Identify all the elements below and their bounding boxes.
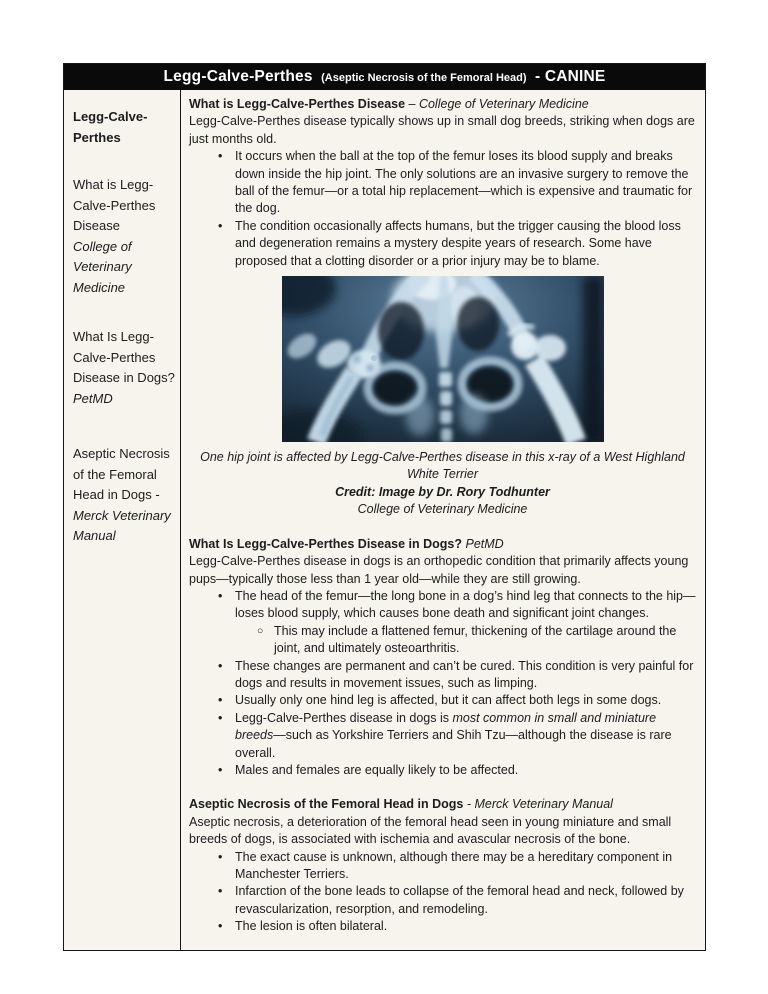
section-merck (189, 796, 696, 935)
section-petmd (189, 536, 696, 780)
bullet-text-pre: Legg-Calve-Perthes disease in dogs is (235, 710, 453, 725)
sidebar-item-source: College of Veterinary Medicine (73, 238, 132, 295)
bullet-dot-icon: • (218, 849, 223, 864)
section-college-vet-med (189, 96, 696, 519)
sidebar-item-what-is-lcp (73, 175, 175, 298)
bullet-dot-icon: • (218, 588, 223, 603)
bullet-text: Usually only one hind leg is affected, but it can affect both legs in some dogs. (235, 693, 662, 708)
sidebar-item-title: What Is Legg-Calve-Perthes Disease in Dogs? (73, 329, 175, 385)
bullet-dot-icon: • (218, 919, 223, 934)
sidebar-item-legg-calve-perthes (73, 107, 175, 148)
bullet-dot-icon: • (218, 218, 223, 233)
section-heading (189, 536, 696, 553)
section-heading-text: What is Legg-Calve-Perthes Disease (189, 97, 406, 111)
heading-separator: - (463, 797, 475, 812)
bullet-item (189, 148, 696, 218)
bullet-item (189, 692, 696, 709)
section-heading (189, 96, 696, 113)
bullet-text: This may include a flattened femur, thickening of the cartilage around the joint, and ultimately osteoarthritis. (274, 623, 677, 656)
doc-title-subtitle: (Aseptic Necrosis of the Femoral Head) (321, 72, 527, 84)
bullet-dot-icon: • (218, 149, 223, 164)
bullet-text-post: —such as Yorkshire Terriers and Shih Tzu—although the disease is rare overall. (235, 728, 672, 760)
bullet-text (235, 710, 696, 762)
bullet-list (189, 849, 696, 936)
sidebar-item-title: Aseptic Necrosis of the Femoral Head in Dogs - (73, 446, 170, 502)
bullet-list (189, 588, 696, 779)
bullet-item (189, 883, 696, 918)
bullet-item (189, 849, 696, 884)
section-heading (189, 796, 696, 813)
bullet-item (189, 710, 696, 762)
doc-title-suffix: - CANINE (534, 68, 606, 85)
bullet-text: Males and females are equally likely to be affected. (235, 762, 519, 777)
sidebar-item-title: What is Legg-Calve-Perthes Disease (73, 177, 156, 233)
doc-body (64, 90, 705, 950)
figure-credit: Credit: Image by Dr. Rory Todhunter (335, 484, 550, 499)
bullet-item (189, 218, 696, 270)
bullet-dot-icon: • (218, 658, 223, 673)
section-intro: Aseptic necrosis, a deterioration of the femoral head seen in young miniature and small breeds of dogs, is associated with ischemia and avascular necrosis of the bone. (189, 814, 672, 847)
sidebar-item-source: Merck Veterinary Manual (73, 507, 171, 543)
section-intro: Legg-Calve-Perthes disease in dogs is an orthopedic condition that primarily affects young pups—typically those less than 1 year old—while they are still growing. (189, 554, 689, 586)
bullet-item (189, 588, 696, 623)
bullet-item (189, 918, 696, 935)
bullet-text: Infarction of the bone leads to collapse of the femoral head and neck, followed by revascularization, resorption, and remodeling. (235, 884, 684, 916)
section-source: PetMD (465, 536, 504, 551)
bullet-text: It occurs when the ball at the top of the femur loses its blood supply and breaks down inside the hip joint. The only solutions are an invasive surgery to remove the ball of the femur—or a total hip replacement—which is expensive and traumatic for the dog. (235, 149, 693, 216)
section-source: Merck Veterinary Manual (474, 797, 613, 812)
figure-caption: One hip joint is affected by Legg-Calve-Perthes disease in this x-ray of a West Highland White Terrier (200, 450, 685, 482)
bullet-dot-icon: • (218, 710, 223, 725)
xray-figure (189, 276, 696, 519)
doc-title-main: Legg-Calve-Perthes (163, 68, 313, 85)
bullet-dot-icon: • (218, 693, 223, 708)
section-heading-text: Aseptic Necrosis of the Femoral Head in Dogs (189, 797, 464, 812)
bullet-dot-icon: • (218, 762, 223, 777)
bullet-text: The lesion is often bilateral. (235, 919, 388, 934)
bullet-item (189, 658, 696, 693)
main-content (181, 90, 705, 950)
bullet-text: The head of the femur—the long bone in a dog’s hind leg that connects to the hip—loses blood supply, which causes bone death and significant joint changes. (235, 588, 696, 621)
sidebar-item-what-is-lcp-dogs (73, 327, 175, 409)
sub-bullet-circle-icon: ○ (257, 624, 264, 637)
bullet-item (189, 762, 696, 779)
sidebar-item-title: Legg-Calve-Perthes (73, 109, 148, 145)
doc-title-bar (64, 64, 705, 90)
sidebar-index (64, 90, 181, 950)
bullet-text: The exact cause is unknown, although there may be a hereditary component in Manchester Terriers. (235, 849, 673, 881)
document-page (63, 63, 706, 951)
section-heading-text: What Is Legg-Calve-Perthes Disease in Dogs? (189, 536, 462, 551)
section-source: College of Veterinary Medicine (418, 97, 589, 111)
xray-image (282, 276, 604, 442)
bullet-text: These changes are permanent and can’t be cured. This condition is very painful for dogs and results in movement issues, such as limping. (235, 658, 694, 690)
bullet-list (189, 148, 696, 270)
bullet-dot-icon: • (218, 884, 223, 899)
sidebar-item-aseptic-necrosis (73, 444, 175, 547)
bullet-text: The condition occasionally affects humans, but the trigger causing the blood loss and degeneration remains a mystery despite years of research. Some have proposed that a clotting disorder or a prior injury may be to blame. (235, 218, 681, 268)
figure-credit-org: College of Veterinary Medicine (357, 502, 528, 517)
sub-bullet-item (189, 623, 696, 658)
sidebar-item-source: PetMD (73, 390, 113, 406)
heading-separator: – (405, 97, 419, 111)
section-intro: Legg-Calve-Perthes disease typically shows up in small dog breeds, striking when dogs are just months old. (189, 114, 695, 146)
bullet-text-italic: most common in small and miniature breeds (235, 710, 657, 743)
figure-caption-block (189, 449, 696, 519)
